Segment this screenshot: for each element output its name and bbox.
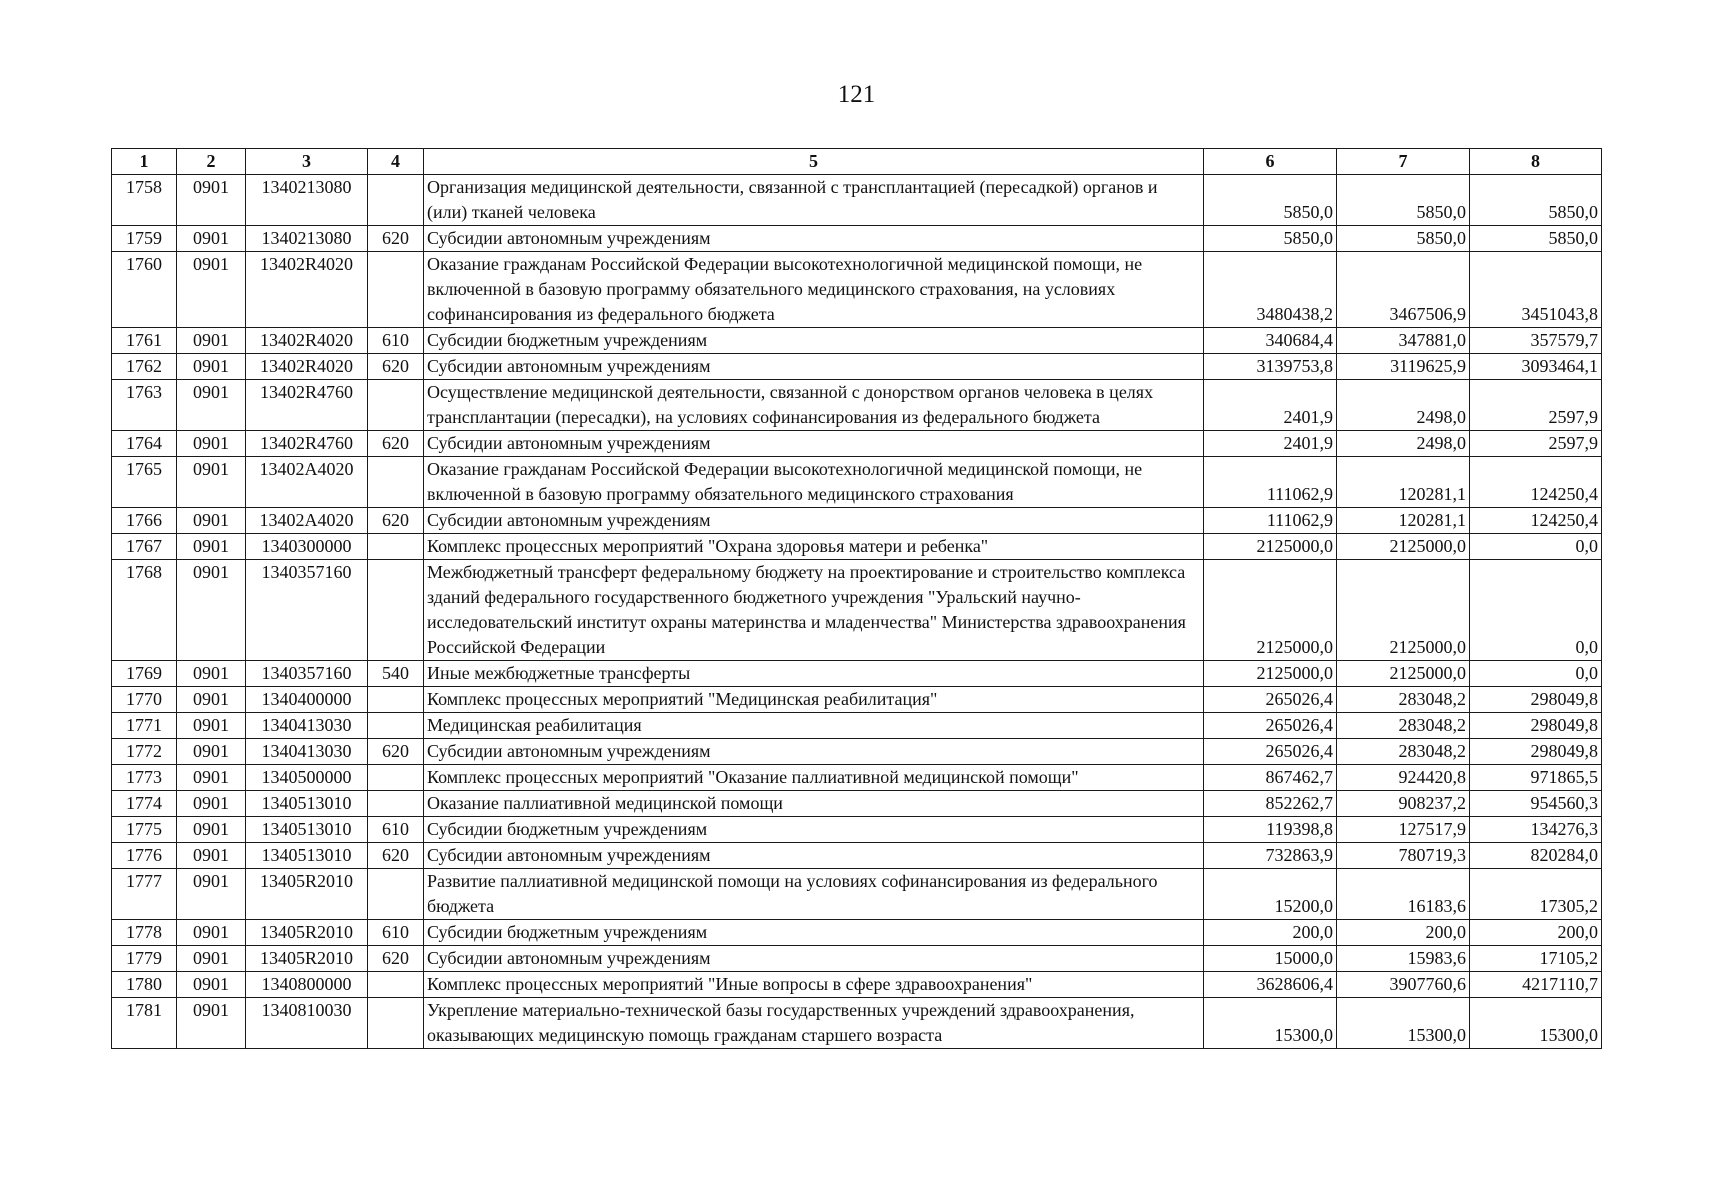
section-code-cell: 0901 <box>177 560 246 661</box>
section-code-cell: 0901 <box>177 843 246 869</box>
amount-year2-cell: 3907760,6 <box>1337 972 1470 998</box>
description-cell: Субсидии автономным учреждениям <box>424 226 1204 252</box>
expense-type-code-cell <box>368 457 424 508</box>
target-article-code-cell: 13402R4760 <box>246 380 368 431</box>
amount-year2-cell: 924420,8 <box>1337 765 1470 791</box>
amount-year2-cell: 347881,0 <box>1337 328 1470 354</box>
target-article-code-cell: 1340413030 <box>246 713 368 739</box>
amount-year2-cell: 2498,0 <box>1337 431 1470 457</box>
section-code-cell: 0901 <box>177 380 246 431</box>
row-number-cell: 1760 <box>112 252 177 328</box>
expense-type-code-cell <box>368 972 424 998</box>
description-cell: Комплекс процессных мероприятий "Оказание паллиативной медицинской помощи" <box>424 765 1204 791</box>
table-row <box>112 380 1602 431</box>
section-code-cell: 0901 <box>177 713 246 739</box>
expense-type-code-cell: 620 <box>368 431 424 457</box>
amount-year1-cell: 111062,9 <box>1204 508 1337 534</box>
table-row <box>112 457 1602 508</box>
amount-year3-cell: 0,0 <box>1470 661 1602 687</box>
amount-year1-cell: 265026,4 <box>1204 687 1337 713</box>
amount-year3-cell: 200,0 <box>1470 920 1602 946</box>
amount-year2-cell: 2125000,0 <box>1337 661 1470 687</box>
table-row <box>112 739 1602 765</box>
table-row <box>112 252 1602 328</box>
table-row <box>112 817 1602 843</box>
description-cell: Организация медицинской деятельности, связанной с трансплантацией (пересадкой) органов и (или) тканей человека <box>424 175 1204 226</box>
table-row <box>112 534 1602 560</box>
amount-year2-cell: 15983,6 <box>1337 946 1470 972</box>
amount-year1-cell: 265026,4 <box>1204 713 1337 739</box>
row-number-cell: 1773 <box>112 765 177 791</box>
amount-year1-cell: 867462,7 <box>1204 765 1337 791</box>
target-article-code-cell: 1340357160 <box>246 661 368 687</box>
section-code-cell: 0901 <box>177 534 246 560</box>
table-body <box>112 175 1602 1049</box>
target-article-code-cell: 1340357160 <box>246 560 368 661</box>
amount-year1-cell: 2401,9 <box>1204 380 1337 431</box>
section-code-cell: 0901 <box>177 457 246 508</box>
amount-year2-cell: 3119625,9 <box>1337 354 1470 380</box>
description-cell: Комплекс процессных мероприятий "Иные вопросы в сфере здравоохранения" <box>424 972 1204 998</box>
target-article-code-cell: 1340513010 <box>246 817 368 843</box>
section-code-cell: 0901 <box>177 869 246 920</box>
budget-table <box>111 148 1602 1049</box>
target-article-code-cell: 1340810030 <box>246 998 368 1049</box>
expense-type-code-cell: 610 <box>368 328 424 354</box>
amount-year3-cell: 3093464,1 <box>1470 354 1602 380</box>
amount-year2-cell: 908237,2 <box>1337 791 1470 817</box>
description-cell: Укрепление материально-технической базы государственных учреждений здравоохранения, оказывающих медицинскую помощь гражданам старшего возраста <box>424 998 1204 1049</box>
amount-year1-cell: 340684,4 <box>1204 328 1337 354</box>
target-article-code-cell: 1340500000 <box>246 765 368 791</box>
amount-year3-cell: 298049,8 <box>1470 713 1602 739</box>
amount-year1-cell: 119398,8 <box>1204 817 1337 843</box>
amount-year2-cell: 120281,1 <box>1337 508 1470 534</box>
column-header: 7 <box>1337 149 1470 175</box>
amount-year2-cell: 2498,0 <box>1337 380 1470 431</box>
amount-year2-cell: 2125000,0 <box>1337 534 1470 560</box>
description-cell: Субсидии бюджетным учреждениям <box>424 920 1204 946</box>
table-row <box>112 843 1602 869</box>
amount-year3-cell: 2597,9 <box>1470 380 1602 431</box>
amount-year3-cell: 134276,3 <box>1470 817 1602 843</box>
amount-year3-cell: 5850,0 <box>1470 226 1602 252</box>
description-cell: Оказание паллиативной медицинской помощи <box>424 791 1204 817</box>
section-code-cell: 0901 <box>177 226 246 252</box>
amount-year2-cell: 15300,0 <box>1337 998 1470 1049</box>
column-header: 5 <box>424 149 1204 175</box>
amount-year2-cell: 3467506,9 <box>1337 252 1470 328</box>
target-article-code-cell: 13402A4020 <box>246 457 368 508</box>
row-number-cell: 1758 <box>112 175 177 226</box>
target-article-code-cell: 13405R2010 <box>246 869 368 920</box>
target-article-code-cell: 13402R4760 <box>246 431 368 457</box>
amount-year1-cell: 2125000,0 <box>1204 560 1337 661</box>
row-number-cell: 1764 <box>112 431 177 457</box>
target-article-code-cell: 13402A4020 <box>246 508 368 534</box>
target-article-code-cell: 1340213080 <box>246 226 368 252</box>
description-cell: Развитие паллиативной медицинской помощи на условиях софинансирования из федерального бюджета <box>424 869 1204 920</box>
amount-year1-cell: 15300,0 <box>1204 998 1337 1049</box>
table-row <box>112 661 1602 687</box>
section-code-cell: 0901 <box>177 765 246 791</box>
description-cell: Межбюджетный трансферт федеральному бюджету на проектирование и строительство комплекса зданий федерального государственного бюджетного учреждения "Уральский научно-исследовательский институт охраны материнства и младенчества" Министерства здравоохранения Российской Федерации <box>424 560 1204 661</box>
expense-type-code-cell <box>368 380 424 431</box>
row-number-cell: 1765 <box>112 457 177 508</box>
target-article-code-cell: 1340213080 <box>246 175 368 226</box>
expense-type-code-cell: 620 <box>368 508 424 534</box>
section-code-cell: 0901 <box>177 252 246 328</box>
amount-year1-cell: 732863,9 <box>1204 843 1337 869</box>
table-row <box>112 328 1602 354</box>
amount-year3-cell: 971865,5 <box>1470 765 1602 791</box>
description-cell: Оказание гражданам Российской Федерации высокотехнологичной медицинской помощи, не включенной в базовую программу обязательного медицинского страхования, на условиях софинансирования из федерального бюджета <box>424 252 1204 328</box>
row-number-cell: 1781 <box>112 998 177 1049</box>
expense-type-code-cell: 620 <box>368 739 424 765</box>
description-cell: Субсидии автономным учреждениям <box>424 508 1204 534</box>
target-article-code-cell: 13405R2010 <box>246 920 368 946</box>
expense-type-code-cell: 620 <box>368 354 424 380</box>
table-row <box>112 226 1602 252</box>
description-cell: Субсидии бюджетным учреждениям <box>424 328 1204 354</box>
expense-type-code-cell <box>368 998 424 1049</box>
amount-year2-cell: 120281,1 <box>1337 457 1470 508</box>
page-number: 121 <box>837 81 876 108</box>
table-row <box>112 920 1602 946</box>
amount-year1-cell: 2401,9 <box>1204 431 1337 457</box>
description-cell: Медицинская реабилитация <box>424 713 1204 739</box>
expense-type-code-cell <box>368 175 424 226</box>
row-number-cell: 1769 <box>112 661 177 687</box>
target-article-code-cell: 1340413030 <box>246 739 368 765</box>
amount-year3-cell: 17105,2 <box>1470 946 1602 972</box>
table-row <box>112 972 1602 998</box>
description-cell: Комплекс процессных мероприятий "Охрана здоровья матери и ребенка" <box>424 534 1204 560</box>
target-article-code-cell: 13402R4020 <box>246 252 368 328</box>
table-row <box>112 713 1602 739</box>
amount-year1-cell: 2125000,0 <box>1204 661 1337 687</box>
amount-year1-cell: 3139753,8 <box>1204 354 1337 380</box>
section-code-cell: 0901 <box>177 739 246 765</box>
amount-year3-cell: 124250,4 <box>1470 508 1602 534</box>
column-header: 4 <box>368 149 424 175</box>
description-cell: Иные межбюджетные трансферты <box>424 661 1204 687</box>
amount-year3-cell: 0,0 <box>1470 560 1602 661</box>
amount-year1-cell: 3480438,2 <box>1204 252 1337 328</box>
section-code-cell: 0901 <box>177 508 246 534</box>
section-code-cell: 0901 <box>177 431 246 457</box>
row-number-cell: 1772 <box>112 739 177 765</box>
amount-year3-cell: 820284,0 <box>1470 843 1602 869</box>
target-article-code-cell: 1340513010 <box>246 843 368 869</box>
row-number-cell: 1778 <box>112 920 177 946</box>
column-header: 2 <box>177 149 246 175</box>
target-article-code-cell: 1340513010 <box>246 791 368 817</box>
expense-type-code-cell <box>368 791 424 817</box>
amount-year2-cell: 283048,2 <box>1337 739 1470 765</box>
amount-year1-cell: 265026,4 <box>1204 739 1337 765</box>
description-cell: Оказание гражданам Российской Федерации высокотехнологичной медицинской помощи, не включенной в базовую программу обязательного медицинского страхования <box>424 457 1204 508</box>
amount-year3-cell: 15300,0 <box>1470 998 1602 1049</box>
amount-year2-cell: 16183,6 <box>1337 869 1470 920</box>
section-code-cell: 0901 <box>177 998 246 1049</box>
row-number-cell: 1774 <box>112 791 177 817</box>
amount-year2-cell: 2125000,0 <box>1337 560 1470 661</box>
table-row <box>112 431 1602 457</box>
expense-type-code-cell: 620 <box>368 226 424 252</box>
amount-year2-cell: 283048,2 <box>1337 687 1470 713</box>
amount-year2-cell: 5850,0 <box>1337 226 1470 252</box>
table-row <box>112 560 1602 661</box>
target-article-code-cell: 13405R2010 <box>246 946 368 972</box>
amount-year3-cell: 954560,3 <box>1470 791 1602 817</box>
table-row <box>112 946 1602 972</box>
expense-type-code-cell <box>368 534 424 560</box>
amount-year2-cell: 283048,2 <box>1337 713 1470 739</box>
amount-year1-cell: 200,0 <box>1204 920 1337 946</box>
target-article-code-cell: 1340400000 <box>246 687 368 713</box>
row-number-cell: 1779 <box>112 946 177 972</box>
description-cell: Осуществление медицинской деятельности, связанной с донорством органов человека в целях трансплантации (пересадки), на условиях софинансирования из федерального бюджета <box>424 380 1204 431</box>
amount-year2-cell: 5850,0 <box>1337 175 1470 226</box>
description-cell: Субсидии автономным учреждениям <box>424 739 1204 765</box>
amount-year3-cell: 2597,9 <box>1470 431 1602 457</box>
amount-year1-cell: 15000,0 <box>1204 946 1337 972</box>
amount-year1-cell: 15200,0 <box>1204 869 1337 920</box>
target-article-code-cell: 1340300000 <box>246 534 368 560</box>
row-number-cell: 1763 <box>112 380 177 431</box>
row-number-cell: 1767 <box>112 534 177 560</box>
table-row <box>112 687 1602 713</box>
amount-year3-cell: 0,0 <box>1470 534 1602 560</box>
expense-type-code-cell: 540 <box>368 661 424 687</box>
table-header-row <box>112 149 1602 175</box>
description-cell: Субсидии автономным учреждениям <box>424 431 1204 457</box>
amount-year3-cell: 3451043,8 <box>1470 252 1602 328</box>
section-code-cell: 0901 <box>177 175 246 226</box>
column-header: 1 <box>112 149 177 175</box>
description-cell: Комплекс процессных мероприятий "Медицинская реабилитация" <box>424 687 1204 713</box>
table-row <box>112 791 1602 817</box>
table-row <box>112 508 1602 534</box>
amount-year3-cell: 124250,4 <box>1470 457 1602 508</box>
expense-type-code-cell <box>368 687 424 713</box>
target-article-code-cell: 13402R4020 <box>246 354 368 380</box>
section-code-cell: 0901 <box>177 791 246 817</box>
table-row <box>112 765 1602 791</box>
expense-type-code-cell: 620 <box>368 946 424 972</box>
section-code-cell: 0901 <box>177 687 246 713</box>
row-number-cell: 1776 <box>112 843 177 869</box>
description-cell: Субсидии автономным учреждениям <box>424 354 1204 380</box>
section-code-cell: 0901 <box>177 920 246 946</box>
row-number-cell: 1761 <box>112 328 177 354</box>
row-number-cell: 1770 <box>112 687 177 713</box>
row-number-cell: 1777 <box>112 869 177 920</box>
table-row <box>112 869 1602 920</box>
expense-type-code-cell: 610 <box>368 817 424 843</box>
amount-year3-cell: 298049,8 <box>1470 739 1602 765</box>
section-code-cell: 0901 <box>177 817 246 843</box>
amount-year1-cell: 2125000,0 <box>1204 534 1337 560</box>
amount-year3-cell: 357579,7 <box>1470 328 1602 354</box>
expense-type-code-cell: 610 <box>368 920 424 946</box>
row-number-cell: 1768 <box>112 560 177 661</box>
amount-year2-cell: 780719,3 <box>1337 843 1470 869</box>
amount-year1-cell: 852262,7 <box>1204 791 1337 817</box>
section-code-cell: 0901 <box>177 661 246 687</box>
row-number-cell: 1759 <box>112 226 177 252</box>
amount-year3-cell: 4217110,7 <box>1470 972 1602 998</box>
amount-year3-cell: 17305,2 <box>1470 869 1602 920</box>
amount-year1-cell: 5850,0 <box>1204 175 1337 226</box>
row-number-cell: 1775 <box>112 817 177 843</box>
row-number-cell: 1762 <box>112 354 177 380</box>
description-cell: Субсидии автономным учреждениям <box>424 946 1204 972</box>
expense-type-code-cell <box>368 869 424 920</box>
amount-year1-cell: 111062,9 <box>1204 457 1337 508</box>
column-header: 3 <box>246 149 368 175</box>
section-code-cell: 0901 <box>177 328 246 354</box>
row-number-cell: 1766 <box>112 508 177 534</box>
column-header: 6 <box>1204 149 1337 175</box>
target-article-code-cell: 1340800000 <box>246 972 368 998</box>
section-code-cell: 0901 <box>177 946 246 972</box>
expense-type-code-cell <box>368 560 424 661</box>
table-row <box>112 998 1602 1049</box>
section-code-cell: 0901 <box>177 354 246 380</box>
target-article-code-cell: 13402R4020 <box>246 328 368 354</box>
row-number-cell: 1771 <box>112 713 177 739</box>
amount-year3-cell: 5850,0 <box>1470 175 1602 226</box>
description-cell: Субсидии автономным учреждениям <box>424 843 1204 869</box>
row-number-cell: 1780 <box>112 972 177 998</box>
expense-type-code-cell <box>368 765 424 791</box>
amount-year2-cell: 127517,9 <box>1337 817 1470 843</box>
amount-year1-cell: 5850,0 <box>1204 226 1337 252</box>
amount-year2-cell: 200,0 <box>1337 920 1470 946</box>
amount-year1-cell: 3628606,4 <box>1204 972 1337 998</box>
expense-type-code-cell <box>368 713 424 739</box>
column-header: 8 <box>1470 149 1602 175</box>
table-row <box>112 175 1602 226</box>
table-row <box>112 354 1602 380</box>
description-cell: Субсидии бюджетным учреждениям <box>424 817 1204 843</box>
section-code-cell: 0901 <box>177 972 246 998</box>
amount-year3-cell: 298049,8 <box>1470 687 1602 713</box>
expense-type-code-cell <box>368 252 424 328</box>
expense-type-code-cell: 620 <box>368 843 424 869</box>
